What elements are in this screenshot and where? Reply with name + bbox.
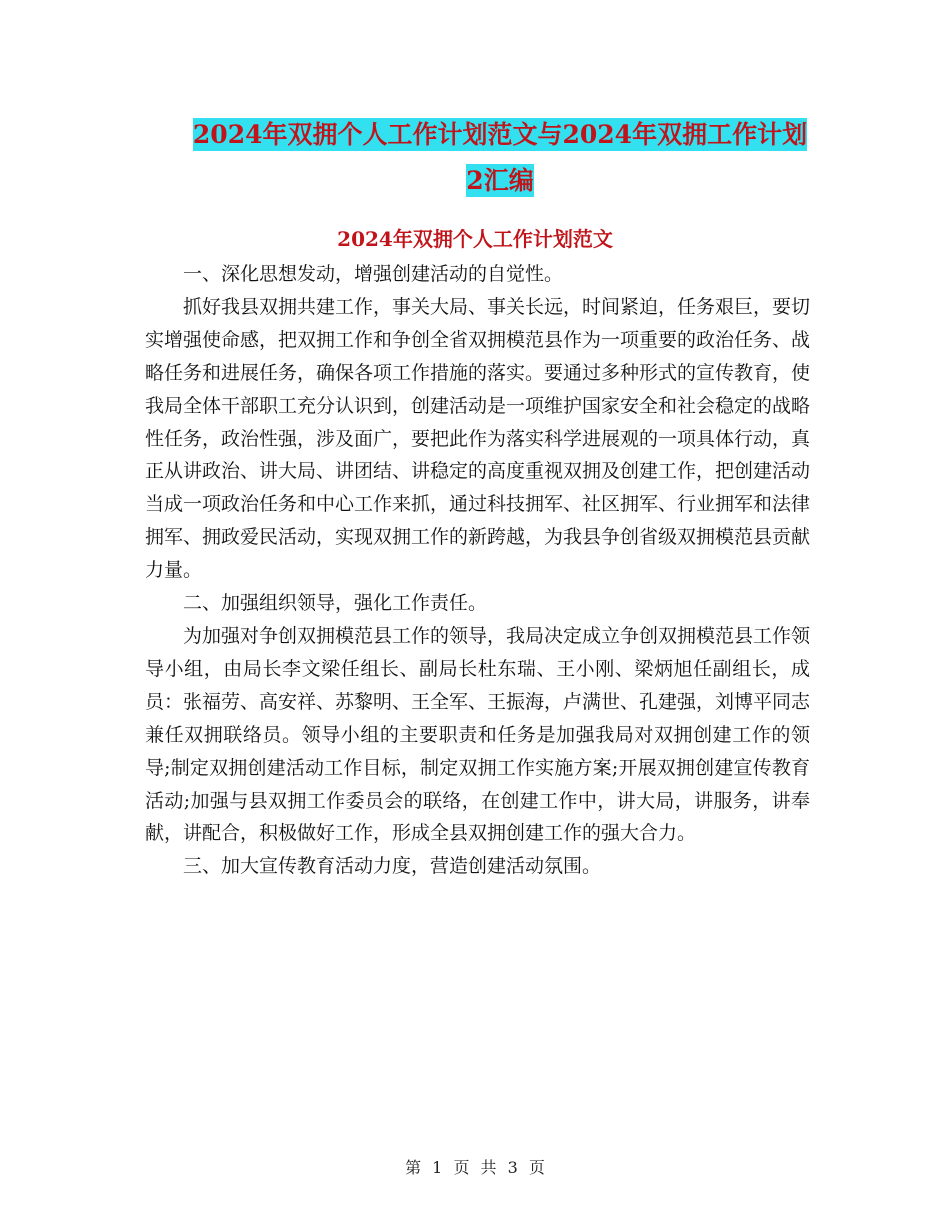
paragraph-heading-1: 一、深化思想发动，增强创建活动的自觉性。 xyxy=(183,263,564,285)
document-body xyxy=(145,258,810,883)
document-title-line1: 2024年双拥个人工作计划范文与2024年双拥工作计划 xyxy=(192,120,808,149)
section-title: 2024年双拥个人工作计划范文 xyxy=(337,227,613,251)
paragraph-heading-2: 二、加强组织领导，强化工作责任。 xyxy=(183,592,488,615)
page-footer: 第 1 页 共 3 页 xyxy=(405,1158,545,1177)
paragraph: 为加强对争创双拥模范县工作的领导，我局决定成立争创双拥模范县工作领导小组，由局长李文梁任组长、副局长杜东瑞、王小刚、梁炳旭任副组长，成员：张福劳、高安祥、苏黎明、王全军、王振海，卢满世、孔建强，刘博平同志兼任双拥联络员。领导小组的主要职责和任务是加强我局对双拥创建工作的领导;制定双拥创建活动工作目标，制定双拥工作实施方案;开展双拥创建宣传教育活动;加强与县双拥工作委员会的联络，在创建工作中，讲大局，讲服务，讲奉献，讲配合，积极做好工作，形成全县双拥创建工作的强大合力。 xyxy=(145,624,811,845)
paragraph: 抓好我县双拥共建工作，事关大局、事关长远，时间紧迫，任务艰巨，要切实增强使命感，把双拥工作和争创全省双拥模范县作为一项重要的政治任务、战略任务和进展任务，确保各项工作措施的落实。要通过多种形式的宣传教育，使我局全体干部职工充分认识到，创建活动是一项维护国家安全和社会稳定的战略性任务，政治性强，涉及面广，要把此作为落实科学进展观的一项具体行动，真正从讲政治、讲大局、讲团结、讲稳定的高度重视双拥及创建工作，把创建活动当成一项政治任务和中心工作来抓，通过科技拥军、社区拥军、行业拥军和法律拥军、拥政爱民活动，实现双拥工作的新跨越，为我县争创省级双拥模范县贡献力量。 xyxy=(145,295,811,582)
document-title-line2: 2汇编 xyxy=(466,166,534,195)
paragraph-heading-3: 三、加大宣传教育活动力度，营造创建活动氛围。 xyxy=(183,855,602,878)
document-title xyxy=(120,112,880,204)
